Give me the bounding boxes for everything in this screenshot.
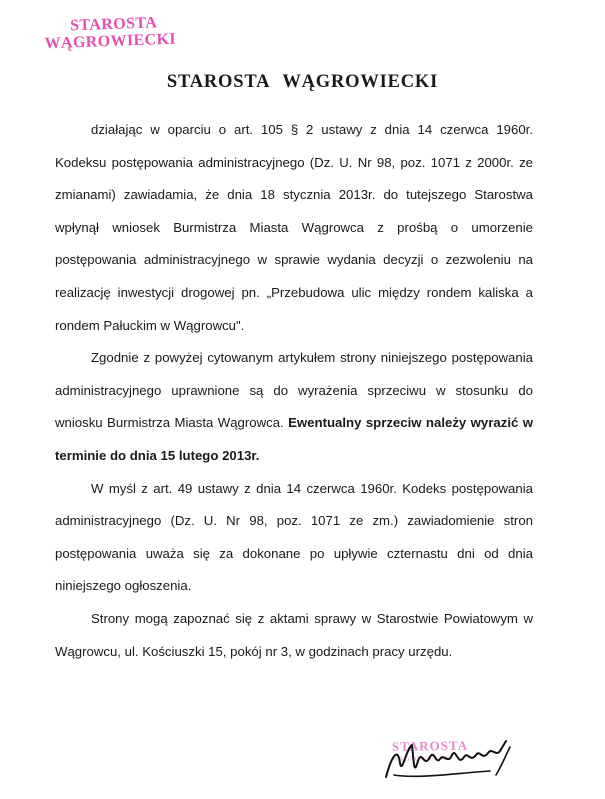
document-body (55, 114, 533, 668)
paragraph-3: W myśl z art. 49 ustawy z dnia 14 czerwca 1960r. Kodeks postępowania administracyjnego (Dz. U. Nr 98, poz. 1071 ze zm.) zawiadomienie stron postępowania uważa się za dokonane po upływie czternastu dni od dnia niniejszego ogłoszenia. (55, 480, 533, 594)
paragraph-2-text: Zgodnie z powyżej cytowanym artykułem strony niniejszego postępowania administracyjnego uprawnione są do wyrażenia sprzeciwu w stosunku do wniosku Burmistrza Miasta Wągrowca. (55, 350, 533, 431)
stamp-line-2: WĄGROWIECKI (44, 30, 177, 53)
paragraph-2-bold: Ewentualny sprzeciw należy wyrazić w terminie do dnia 15 lutego 2013r. (55, 415, 533, 463)
paragraph-2 (55, 342, 533, 472)
paragraph-1: działając w oparciu o art. 105 § 2 ustawy z dnia 14 czerwca 1960r. Kodeksu postępowania administracyjnego (Dz. U. Nr 98, poz. 1071 z 2000r. ze zmianami) zawiadamia, że dnia 18 stycznia 2013r. do tutejszego Starostwa wpłynął wniosek Burmistrza Miasta Wągrowca z prośbą o umorzenie postępowania administracyjnego w sprawie wydania decyzji o zezwoleniu na realizację inwestycji drogowej pn. „Przebudowa ulic między rondem kaliska a rondem Pałuckim w Wągrowcu". (55, 122, 533, 333)
signature-icon (378, 735, 528, 785)
stamp-bottom-line-1: STAROSTA (391, 737, 469, 754)
stamp-line-1: STAROSTA (69, 14, 158, 35)
paragraph-4: Strony mogą zapoznać się z aktami sprawy w Starostwie Powiatowym w Wągrowcu, ul. Kościuszki 15, pokój nr 3, w godzinach pracy urzędu. (55, 610, 533, 659)
stamp-bottom-line-2: WĄGROWIECKI (392, 753, 448, 763)
document-title: STAROSTA WĄGROWIECKI (166, 72, 439, 92)
stamp-starosta-top (39, 14, 180, 53)
